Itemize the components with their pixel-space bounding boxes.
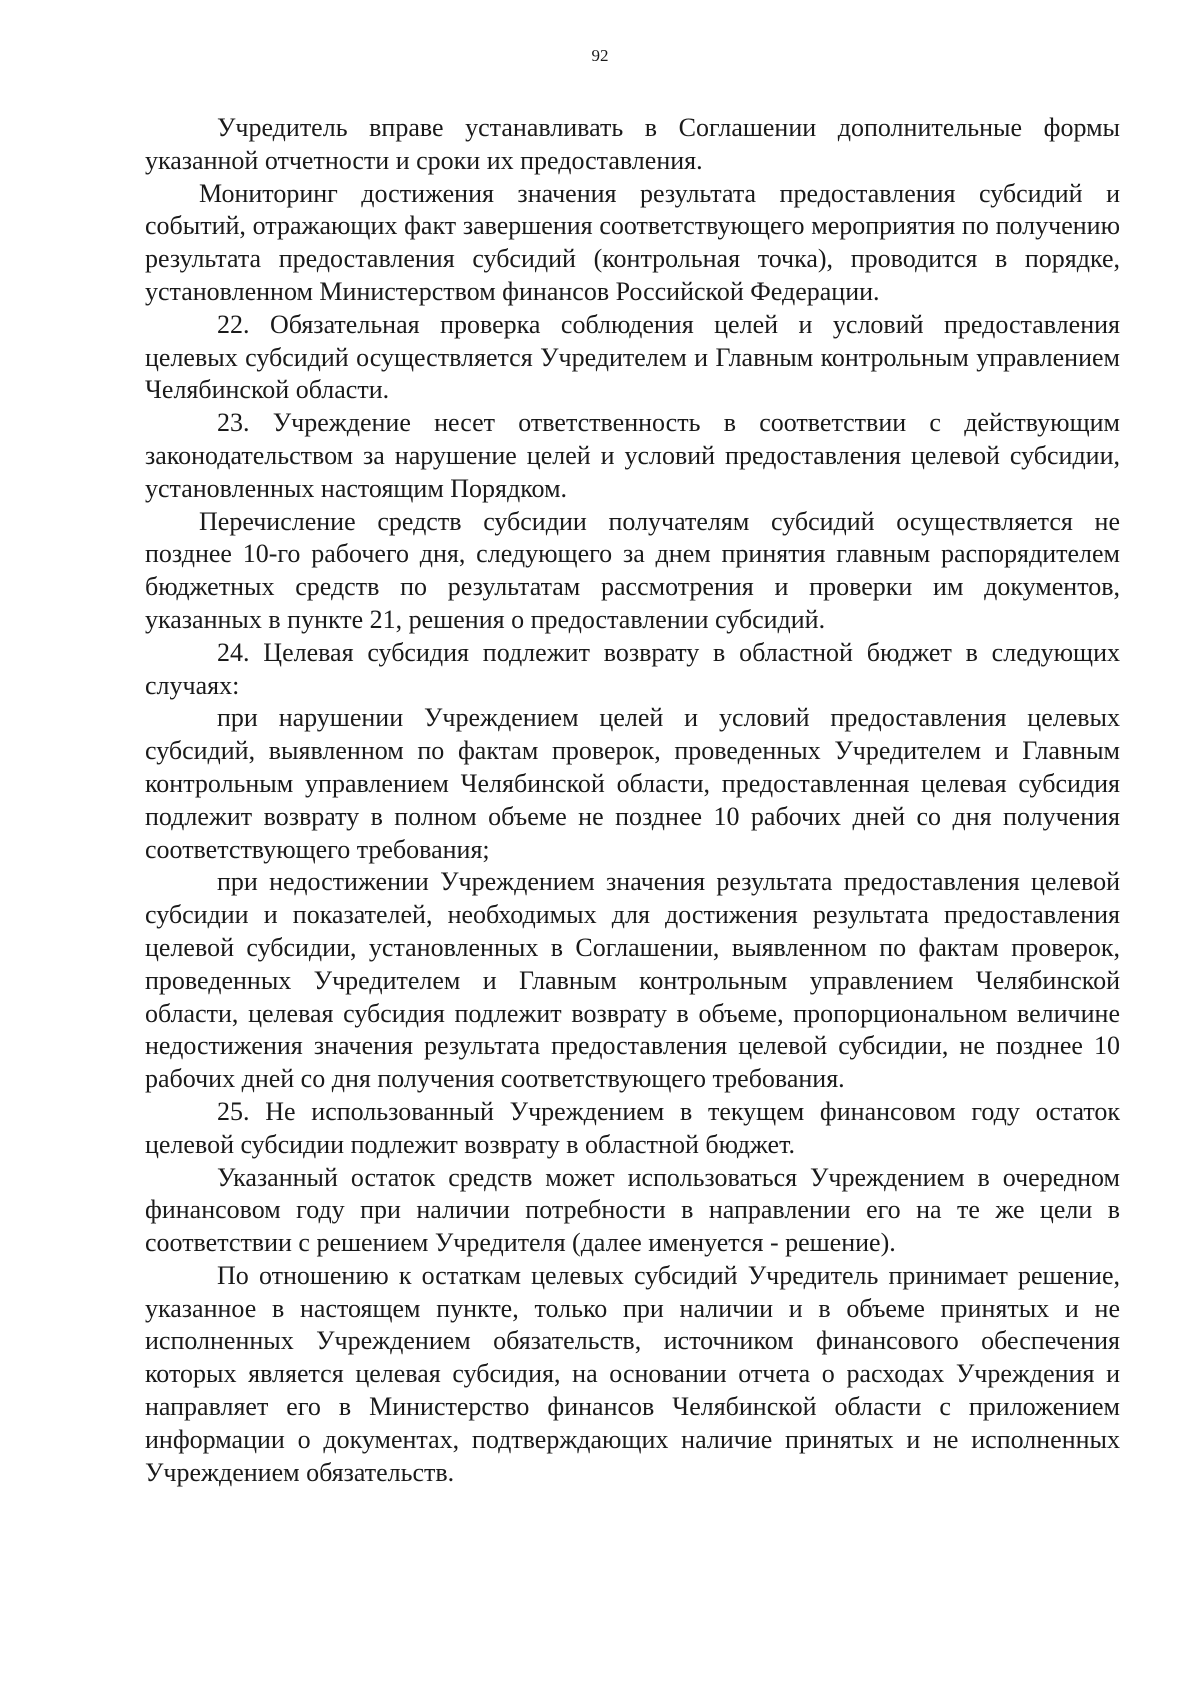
paragraph: 23. Учреждение несет ответственность в соответствии с действующим законодательством за нарушение целей и условий предоставления целевой субсидии, установленных настоящим Порядком.: [145, 408, 1120, 503]
paragraph: 25. Не использованный Учреждением в текущем финансовом году остаток целевой субсидии подлежит возврату в областной бюджет.: [145, 1096, 1120, 1159]
paragraph: По отношению к остаткам целевых субсидий Учредитель принимает решение, указанное в настоящем пункте, только при наличии и в объеме принятых и не исполненных Учреждением обязательств, источником финансового обеспечения которых является целевая субсидия, на основании отчета о расходах Учреждения и направляет его в Министерство финансов Челябинской области с приложением информации о документах, подтверждающих наличие принятых и не исполненных Учреждением обязательств.: [145, 1260, 1120, 1487]
document-body: [145, 112, 1120, 1489]
paragraph: при нарушении Учреждением целей и условий предоставления целевых субсидий, выявленном по фактам проверок, проведенных Учредителем и Главным контрольным управлением Челябинской области, предоставленная целевая субсидия подлежит возврату в полном объеме не позднее 10 рабочих дней со дня получения соответствующего требования;: [145, 703, 1120, 864]
paragraph: Учредитель вправе устанавливать в Соглашении дополнительные формы указанной отчетности и сроки их предоставления.: [145, 113, 1120, 175]
paragraph: Перечисление средств субсидии получателям субсидий осуществляется не позднее 10-го рабочего дня, следующего за днем принятия главным распорядителем бюджетных средств по результатам рассмотрения и проверки им документов, указанных в пункте 21, решения о предоставлении субсидий.: [145, 506, 1120, 634]
paragraph: 24. Целевая субсидия подлежит возврату в областной бюджет в следующих случаях:: [145, 637, 1120, 700]
paragraph: при недостижении Учреждением значения результата предоставления целевой субсидии и показателей, необходимых для достижения результата предоставления целевой субсидии, установленных в Соглашении, выявленном по фактам проверок, проведенных Учредителем и Главным контрольным управлением Челябинской области, целевая субсидия подлежит возврату в объеме, пропорциональном величине недостижения значения результата предоставления целевой субсидии, не позднее 10 рабочих дней со дня получения соответствующего требования.: [145, 867, 1120, 1094]
page-number: 92: [591, 46, 609, 65]
paragraph: Мониторинг достижения значения результата предоставления субсидий и событий, отражающих факт завершения соответствующего мероприятия по получению результата предоставления субсидий (контрольная точка), проводится в порядке, установленном Министерством финансов Российской Федерации.: [145, 178, 1120, 306]
paragraph: 22. Обязательная проверка соблюдения целей и условий предоставления целевых субсидий осуществляется Учредителем и Главным контрольным управлением Челябинской области.: [145, 309, 1120, 405]
paragraph: Указанный остаток средств может использоваться Учреждением в очередном финансовом году при наличии потребности в направлении его на те же цели в соответствии с решением Учредителя (далее именуется - решение).: [145, 1162, 1120, 1258]
